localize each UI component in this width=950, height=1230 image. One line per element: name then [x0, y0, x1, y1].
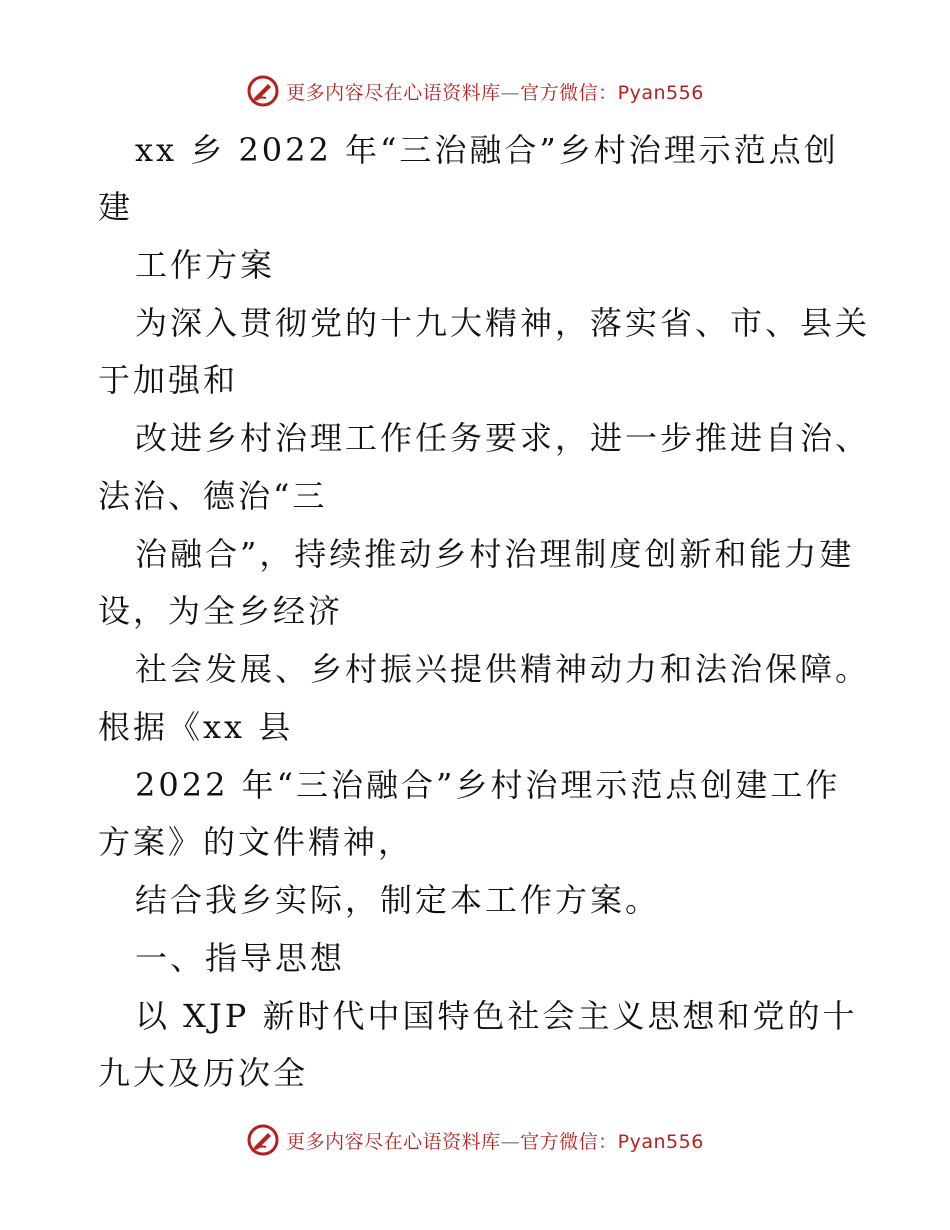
banner-wechat-text: 官方微信：Pyan556	[520, 81, 704, 104]
banner-main-text: 更多内容尽在心语资料库	[286, 1130, 501, 1153]
paragraph-line: 法治、德治“三	[98, 477, 328, 515]
doc-title-line-1: xx 乡 2022 年“三治融合”乡村治理示范点创	[135, 131, 839, 169]
paragraph-line: 方案》的文件精神，	[98, 823, 414, 861]
paragraph-line: 社会发展、乡村振兴提供精神动力和法治保障。	[135, 650, 871, 688]
paragraph-line: 结合我乡实际，制定本工作方案。	[135, 881, 661, 919]
paragraph-line: 2022 年“三治融合”乡村治理示范点创建工作	[135, 766, 841, 804]
paragraph-line: 为深入贯彻党的十九大精神，落实省、市、县关	[135, 304, 871, 342]
paragraph-line: 改进乡村治理工作任务要求，进一步推进自治、	[135, 419, 871, 457]
banner-text	[286, 1127, 704, 1154]
footer-banner	[0, 1120, 950, 1160]
paragraph-line: 九大及历次全	[98, 1054, 309, 1092]
paragraph-line: 于加强和	[98, 361, 239, 399]
section-heading: 一、指导思想	[135, 939, 346, 977]
paragraph-line: 以 XJP 新时代中国特色社会主义思想和党的十	[135, 997, 858, 1035]
doc-subtitle: 工作方案	[135, 246, 276, 284]
banner-main-text: 更多内容尽在心语资料库	[286, 81, 501, 104]
doc-title-line-2: 建	[98, 188, 134, 226]
paragraph-line: 根据《xx 县	[98, 708, 294, 746]
banner-separator: —	[500, 81, 521, 104]
paragraph-line: 治融合”，持续推动乡村治理制度创新和能力建	[135, 535, 855, 573]
paragraph-line: 设，为全乡经济	[98, 592, 344, 630]
pen-swirl-logo-icon	[246, 1123, 280, 1157]
banner-wechat-text: 官方微信：Pyan556	[520, 1130, 704, 1153]
banner-separator: —	[500, 1130, 521, 1153]
